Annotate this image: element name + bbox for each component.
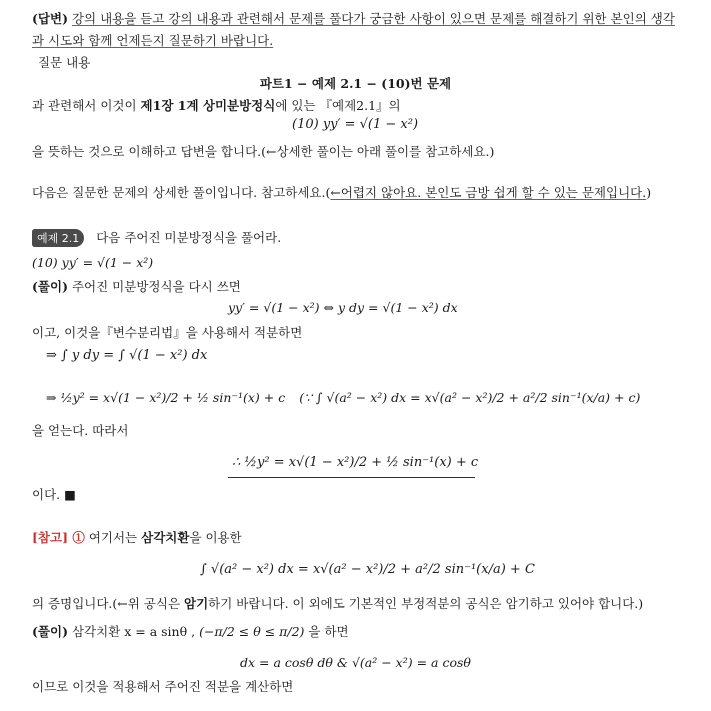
dx-equation: dx = a cosθ dθ & √(a² − x²) = a cosθ — [240, 655, 471, 670]
substitution-pre: 삼각치환 x = a sinθ , — [71, 624, 196, 639]
substitution-range: (−π/2 ≤ θ ≤ π/2) — [199, 624, 305, 639]
meaning-line: 을 뜻하는 것으로 이해하고 답변을 합니다.(←상세한 풀이는 아래 풀이를 참고하세요.) — [32, 144, 495, 159]
note-solution-tag: (풀이) — [32, 624, 68, 639]
substitution-post: 을 하면 — [308, 624, 349, 639]
step2-aside: (∵ ∫ √(a² − x²) dx = x√(a² − x²)/2 + a²/2 sin⁻¹(x/a) + c) — [299, 390, 641, 405]
answer-text-1: 강의 내용을 듣고 강의 내용과 관련해서 문제를 풀다가 궁금한 사항이 있으면 문제를 해결하기 위한 본인의 생각 — [71, 11, 675, 26]
detail-underlined: ←어렵지 않아요. 본인도 금방 쉽게 할 수 있는 문제입니다. — [330, 185, 647, 200]
equation-10: (10) yy′ = √(1 − x²) — [292, 117, 419, 132]
relation-line — [32, 96, 401, 114]
proof-pre: 의 증명입니다.(←위 공식은 — [32, 596, 181, 611]
result-underline — [228, 477, 475, 478]
last-line: 이므로 이것을 적용해서 주어진 적분을 계산하면 — [32, 679, 294, 694]
obtain-line: 을 얻는다. 따라서 — [32, 423, 129, 438]
example-instruction: 다음 주어진 미분방정식을 풀어라. — [96, 230, 282, 245]
detail-line — [32, 183, 651, 201]
proof-bold: 암기 — [184, 596, 209, 611]
detail-pre: 다음은 질문한 문제의 상세한 풀이입니다. 참고하세요.( — [32, 185, 331, 200]
note-line — [32, 528, 242, 546]
proof-post: 하기 바랍니다. 이 외에도 기본적인 부정적분의 공식은 암기하고 있어야 합니다.) — [208, 596, 644, 611]
solution-rewrite: 주어진 미분방정식을 다시 쓰면 — [71, 279, 241, 294]
note-bold: 삼각치환 — [141, 530, 190, 545]
equation-rewrite: yy′ = √(1 − x²) ⇔ y dy = √(1 − x²) dx — [228, 300, 458, 315]
proof-line — [32, 594, 643, 612]
answer-text-2: 과 시도와 함께 언제든지 질문하기 바랍니다. — [32, 33, 274, 48]
question-title: 파트1 − 예제 2.1 − (10)번 문제 — [259, 76, 452, 91]
relation-pre: 과 관련해서 이것이 — [32, 98, 137, 113]
note-pre: 여기서는 — [88, 530, 138, 545]
answer-intro-line1 — [32, 9, 675, 27]
note-tag: [참고] ① — [32, 530, 85, 545]
detail-post: ) — [646, 185, 652, 200]
integration-step-1: ⇒ ∫ y dy = ∫ √(1 − x²) dx — [46, 348, 208, 363]
relation-post: 에 있는 『예제2.1』의 — [275, 98, 401, 113]
solution-intro — [32, 277, 241, 295]
answer-tag: (답변) — [32, 11, 68, 26]
example-header — [32, 228, 281, 247]
end-line: 이다. ■ — [32, 487, 76, 502]
question-label: 질문 내용 — [38, 55, 91, 70]
separation-line: 이고, 이것을『변수분리법』을 사용해서 적분하면 — [32, 325, 303, 340]
example-badge: 예제 2.1 — [32, 229, 84, 247]
note-formula: ∫ √(a² − x²) dx = x√(a² − x²)/2 + a²/2 sin⁻¹(x/a) + C — [200, 562, 535, 577]
note-post: 을 이용한 — [189, 530, 242, 545]
integration-step-2 — [46, 390, 640, 405]
answer-intro-line2 — [32, 31, 273, 49]
step2-main: ⇒ ½y² = x√(1 − x²)/2 + ½ sin⁻¹(x) + c — [46, 390, 286, 405]
relation-bold: 제1장 1계 상미분방정식 — [140, 98, 276, 113]
example-problem: (10) yy′ = √(1 − x²) — [32, 255, 154, 270]
solution-tag: (풀이) — [32, 279, 68, 294]
substitution-line — [32, 622, 349, 640]
result-equation: ∴ ½y² = x√(1 − x²)/2 + ½ sin⁻¹(x) + c — [232, 455, 479, 470]
